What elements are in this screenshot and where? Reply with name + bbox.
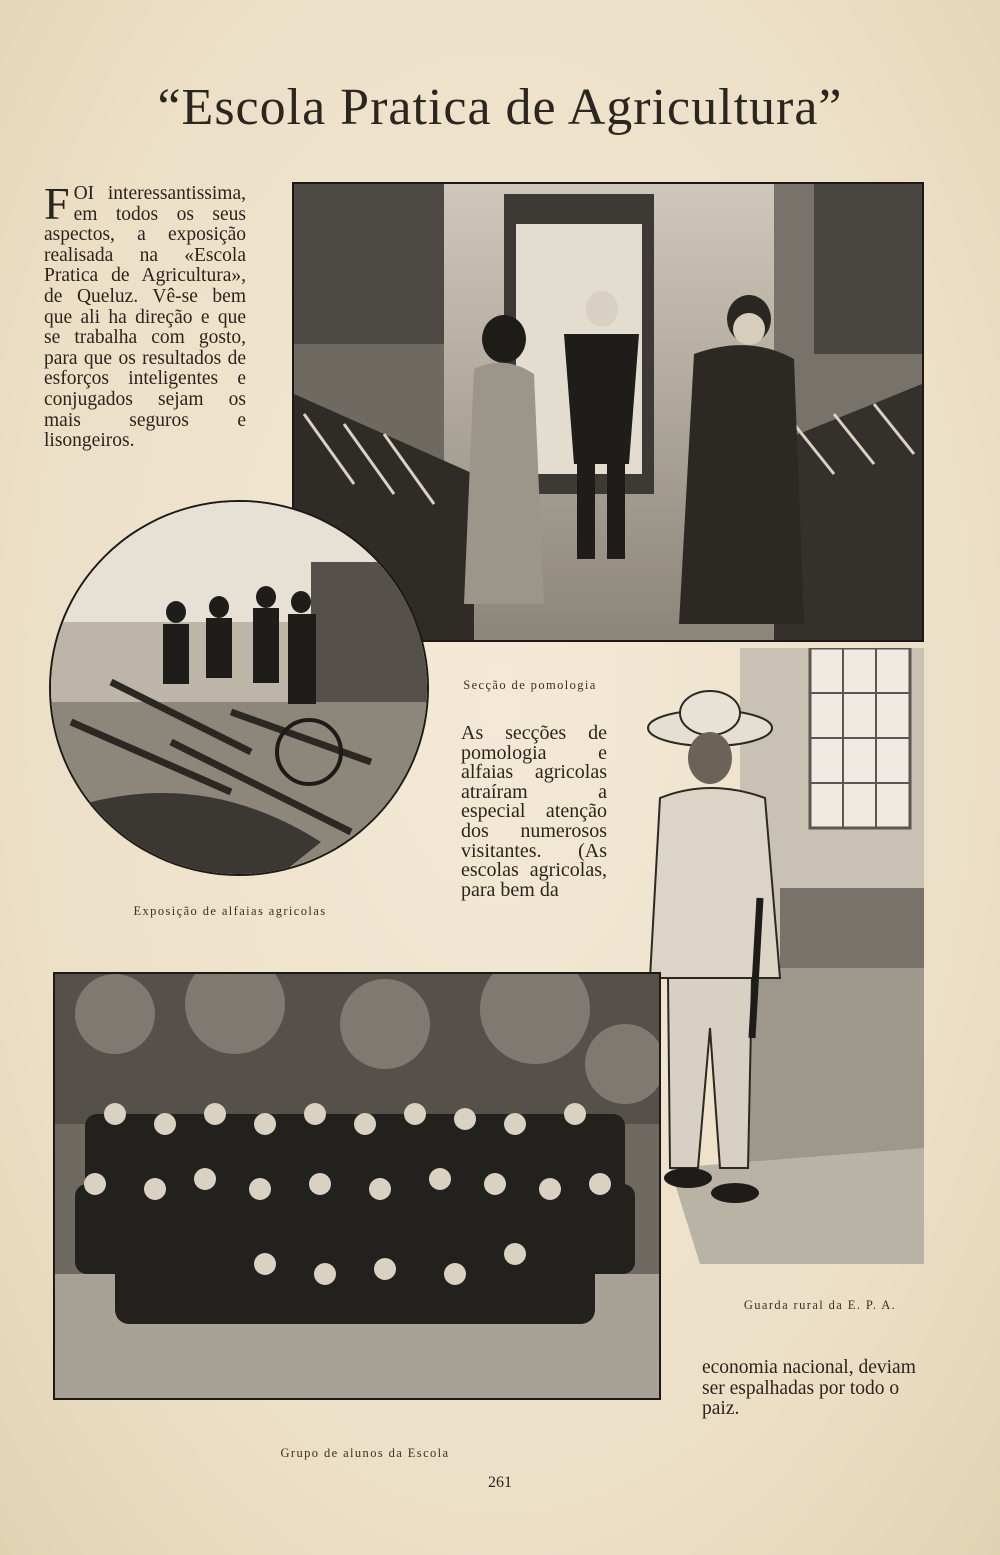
end-paragraph: economia nacional, deviam ser espalhadas por todo o paiz. — [702, 1357, 916, 1420]
intro-paragraph — [44, 178, 246, 452]
article-title: “Escola Pratica de Agricultura” — [157, 79, 843, 136]
guarda-rural-image — [640, 648, 924, 1264]
intro-text: OI interessantissima, em todos os seus aspectos, a exposição realisada na «Escola Pratica de Agricultura», de Queluz. Vê-se bem que ali ha direção e que se trabalha com gosto, para que os resultados de esforços inteligentes e conjugados sejam os mais seguros e lisongeiros. — [44, 183, 246, 452]
caption-pomologia: Secção de pomologia — [463, 678, 597, 692]
caption-grupo-alunos: Grupo de alunos da Escola — [280, 1446, 450, 1460]
drop-cap: F — [44, 178, 70, 229]
page-number: 261 — [488, 1474, 512, 1491]
photo-grupo-alunos — [53, 972, 661, 1400]
middle-paragraph: As secções de pomologia e alfaias agricolas atraíram a especial atenção dos numerosos visitantes. (As escolas agricolas, para bem da — [461, 722, 607, 901]
caption-guarda-rural: Guarda rural da E. P. A. — [743, 1298, 897, 1312]
photo-guarda-rural — [640, 648, 924, 1264]
caption-alfaias: Exposição de alfaias agricolas — [133, 904, 327, 918]
photo-alfaias — [49, 500, 429, 876]
alfaias-image — [51, 502, 427, 874]
grupo-alunos-image — [55, 974, 659, 1398]
